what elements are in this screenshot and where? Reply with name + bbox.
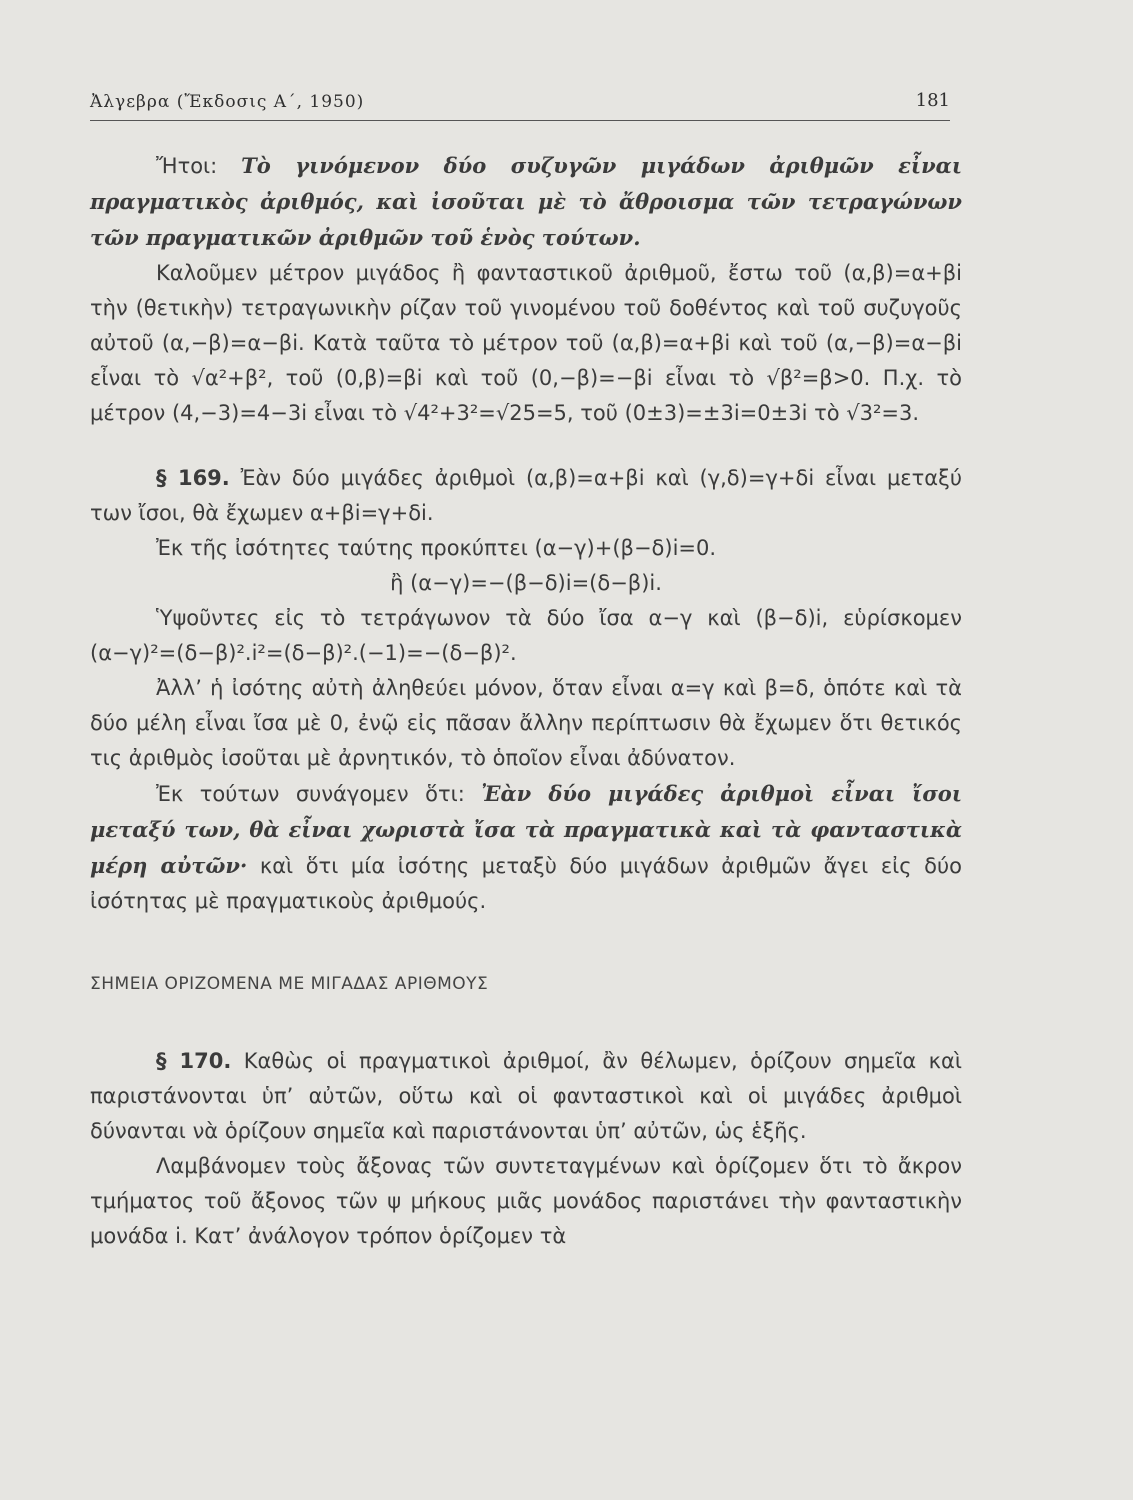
paragraph-squaring: Ὑψοῦντες εἰς τὸ τετράγωνον τὰ δύο ἴσα α−γ καὶ (β−δ)i, εὑρίσκομεν (α−γ)²=(δ−β)².i²=(δ−β)².(−1)=−(δ−β)². xyxy=(90,606,962,665)
page-body xyxy=(90,148,962,1254)
paragraph-lead: Ἤτοι: xyxy=(156,154,242,178)
section-number: § 169. xyxy=(156,466,230,490)
paragraph-section-169 xyxy=(90,461,962,531)
theorem-text: Ἐὰν δύο μιγάδες ἀριθμοὶ εἶναι ἴσοι μεταξύ των, θὰ εἶναι χωριστὰ ἴσα τὰ πραγματικὰ καὶ τὰ φανταστικὰ μέρη αὐτῶν· xyxy=(90,781,962,878)
section-number: § 170. xyxy=(156,1049,232,1073)
paragraph-axes: Λαμβάνομεν τοὺς ἄξονας τῶν συντεταγμένων καὶ ὁρίζομεν ὅτι τὸ ἄκρον τμήματος τοῦ ἄξονος τῶν ψ μήκους μιᾶς μονάδος παριστάνει τὴν φανταστικὴν μονάδα i. Κατ’ ἀνάλογον τρόπον ὁρίζομεν τὰ xyxy=(90,1154,962,1248)
equation-line: ἢ (α−γ)=−(β−δ)i=(δ−β)i. xyxy=(390,571,662,595)
section-heading: ΣΗΜΕΙΑ ΟΡΙΖΟΜΕΝΑ ΜΕ ΜΙΓΑΔΑΣ ΑΡΙΘΜΟΥΣ xyxy=(90,974,489,994)
paragraph-contradiction: Ἀλλ’ ἡ ἰσότης αὐτὴ ἀληθεύει μόνον, ὅταν εἶναι α=γ καὶ β=δ, ὁπότε καὶ τὰ δύο μέλη εἶναι ἴσα μὲ 0, ἐνῷ εἰς πᾶσαν ἄλλην περίπτωσιν θὰ ἔχωμεν ὅτι θετικός τις ἀριθμὸς ἰσοῦται μὲ ἀρνητικόν, τὸ ὁποῖον εἶναι ἀδύνατον. xyxy=(90,676,962,770)
running-header xyxy=(90,90,950,121)
paragraph-theorem-product xyxy=(90,148,962,256)
paragraph-section-170 xyxy=(90,1044,962,1149)
paragraph-tail: καὶ ὅτι μία ἰσότης μεταξὺ δύο μιγάδων ἀριθμῶν ἄγει εἰς δύο ἰσότητας μὲ πραγματικοὺς ἀριθμούς. xyxy=(90,854,963,913)
page-number: 181 xyxy=(915,90,950,111)
theorem-text: Τὸ γινόμενον δύο συζυγῶν μιγάδων ἀριθμῶν εἶναι πραγματικὸς ἀριθμός, καὶ ἰσοῦται μὲ τὸ ἄθροισμα τῶν τετραγώνων τῶν πραγματικῶν ἀριθμῶν τοῦ ἑνὸς τούτων. xyxy=(90,153,962,250)
paragraph-modulus: Καλοῦμεν μέτρον μιγάδος ἢ φανταστικοῦ ἀριθμοῦ, ἔστω τοῦ (α,β)=α+βi τὴν (θετικὴν) τετραγωνικὴν ρίζαν τοῦ γινομένου τοῦ δοθέντος καὶ τοῦ συζυγοῦς αὐτοῦ (α,−β)=α−βi. Κατὰ ταῦτα τὸ μέτρον τοῦ (α,β)=α+βi καὶ τοῦ (α,−β)=α−βi εἶναι τὸ √α²+β², τοῦ (0,β)=βi καὶ τοῦ (0,−β)=−βi εἶναι τὸ √β²=β>0. Π.χ. τὸ μέτρον (4,−3)=4−3i εἶναι τὸ √4²+3²=√25=5, τοῦ (0±3)=±3i=0±3i τὸ √3²=3. xyxy=(90,261,962,425)
paragraph-conclusion xyxy=(90,776,962,919)
paragraph-lead: Ἐκ τούτων συνάγομεν ὅτι: xyxy=(156,782,482,806)
section-text: Καθὼς οἱ πραγματικοὶ ἀριθμοί, ἂν θέλωμεν, ὁρίζουν σημεῖα καὶ παριστάνονται ὑπ’ αὐτῶν, οὕτω καὶ οἱ φανταστικοὶ καὶ οἱ μιγάδες ἀριθμοὶ δύνανται νὰ ὁρίζουν σημεῖα καὶ παριστάνονται ὑπ’ αὐτῶν, ὡς ἑξῆς. xyxy=(90,1049,963,1143)
paragraph-equality: Ἐκ τῆς ἰσότητες ταύτης προκύπτει (α−γ)+(β−δ)i=0. xyxy=(156,536,717,560)
section-text: Ἐὰν δύο μιγάδες ἀριθμοὶ (α,β)=α+βi καὶ (γ,δ)=γ+δi εἶναι μεταξύ των ἴσοι, θὰ ἔχωμεν α+βi=γ+δi. xyxy=(90,466,962,525)
running-title: Ἀλγεβρα (Ἔκδοσις Α΄, 1950) xyxy=(90,92,365,112)
